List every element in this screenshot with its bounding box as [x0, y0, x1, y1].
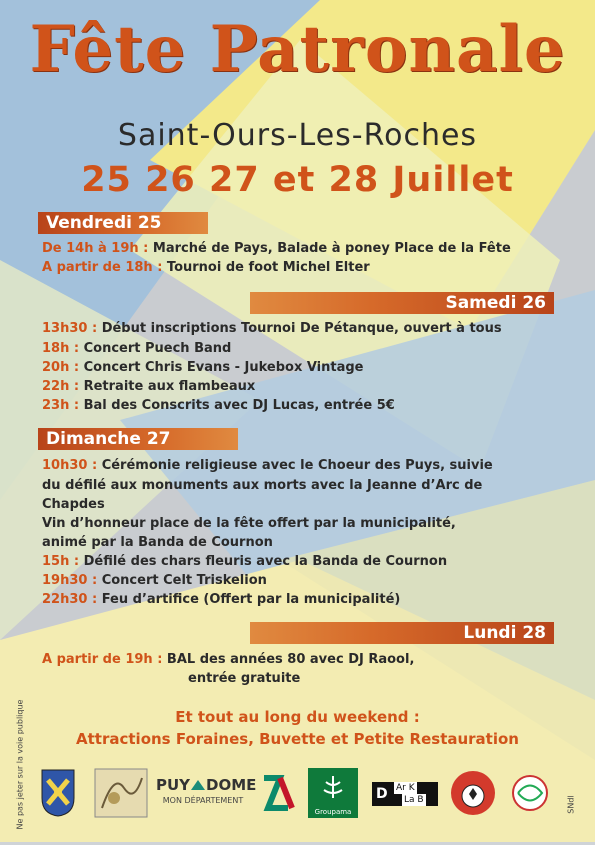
wheat-icon	[308, 768, 358, 804]
groupama-text: Groupama	[314, 808, 352, 816]
item-time: A partir de 19h :	[42, 652, 163, 667]
credit-agricole-logo	[258, 768, 298, 818]
item-time: 13h30 :	[42, 321, 98, 336]
day-header-saturday: Samedi 26	[250, 292, 554, 314]
day-header-sunday: Dimanche 27	[38, 428, 238, 450]
side-note: Ne pas jeter sur la voie publique	[15, 699, 25, 830]
department-text: MON DÉPARTEMENT	[162, 796, 244, 805]
sport-association-logo	[510, 768, 550, 818]
item-time: De 14h à 19h :	[42, 241, 149, 256]
printer-mark: SNdl	[566, 795, 576, 814]
event-dates: 25 26 27 et 28 Juillet	[81, 160, 514, 200]
item-text: Vin d’honneur place de la fête offert par la municipalité,	[42, 516, 456, 531]
item-text: du défilé aux monuments aux morts avec la Jeanne d’Arc de	[42, 478, 483, 493]
item-text: entrée gratuite	[188, 671, 301, 686]
dak-letter: D	[376, 786, 388, 802]
list-item	[42, 320, 502, 338]
dak-lab-logo	[372, 782, 438, 806]
list-item	[42, 340, 231, 358]
puy-de-dome-logo	[156, 776, 257, 816]
list-item	[42, 651, 414, 669]
list-item	[42, 240, 511, 258]
dak-b: La B	[404, 795, 424, 805]
list-item	[42, 259, 370, 277]
dome-text: DOME	[206, 776, 257, 794]
item-time: 15h :	[42, 554, 80, 569]
item-text: Bal des Conscrits avec DJ Lucas, entrée 5€	[79, 398, 395, 413]
item-time: 22h :	[42, 379, 80, 394]
list-item	[42, 359, 364, 377]
list-item	[42, 457, 493, 475]
list-item	[188, 670, 300, 688]
list-item	[42, 572, 267, 590]
item-time: 20h :	[42, 360, 80, 375]
puy-text: PUY	[156, 776, 191, 794]
item-text: Tournoi de foot Michel Elter	[162, 260, 370, 275]
town-name: Saint-Ours-Les-Roches	[117, 118, 478, 153]
item-time: 18h :	[42, 341, 80, 356]
association-logo	[94, 768, 148, 818]
list-item	[42, 378, 255, 396]
list-item	[42, 534, 273, 552]
list-item	[42, 591, 400, 609]
item-text: Concert Chris Evans - Jukebox Vintage	[79, 360, 364, 375]
item-text: Cérémonie religieuse avec le Choeur des Puys, suivie	[97, 458, 493, 473]
list-item	[42, 477, 482, 495]
item-time: 23h :	[42, 398, 80, 413]
football-club-logo	[450, 768, 496, 818]
list-item	[42, 397, 395, 415]
item-text: Feu d’artifice (Offert par la municipalité)	[97, 592, 401, 607]
item-time: 22h30 :	[42, 592, 98, 607]
volcano-icon	[191, 780, 205, 790]
weekend-heading: Et tout au long du weekend :	[175, 708, 420, 726]
item-time: 19h30 :	[42, 573, 98, 588]
item-text: Marché de Pays, Balade à poney Place de la Fête	[148, 241, 511, 256]
item-text: Concert Puech Band	[79, 341, 232, 356]
item-text: animé par la Banda de Cournon	[42, 535, 273, 550]
weekend-activities: Attractions Foraines, Buvette et Petite Restauration	[76, 730, 519, 748]
item-text: Retraite aux flambeaux	[79, 379, 256, 394]
item-text: Défilé des chars fleuris avec la Banda de Cournon	[79, 554, 448, 569]
day-header-friday: Vendredi 25	[38, 212, 208, 234]
item-time: A partir de 18h :	[42, 260, 163, 275]
item-text: Chapdes	[42, 497, 105, 512]
item-text: BAL des années 80 avec DJ Raool,	[162, 652, 415, 667]
list-item	[42, 496, 105, 514]
list-item	[42, 515, 456, 533]
item-text: Concert Celt Triskelion	[97, 573, 267, 588]
item-time: 10h30 :	[42, 458, 98, 473]
dak-a: Ar K	[396, 783, 415, 793]
page-title: Fête Patronale	[29, 12, 566, 87]
item-text: Début inscriptions Tournoi De Pétanque, ouvert à tous	[97, 321, 502, 336]
day-header-monday: Lundi 28	[250, 622, 554, 644]
groupama-logo	[308, 768, 358, 818]
list-item	[42, 553, 447, 571]
town-coat-of-arms-logo	[40, 768, 76, 818]
